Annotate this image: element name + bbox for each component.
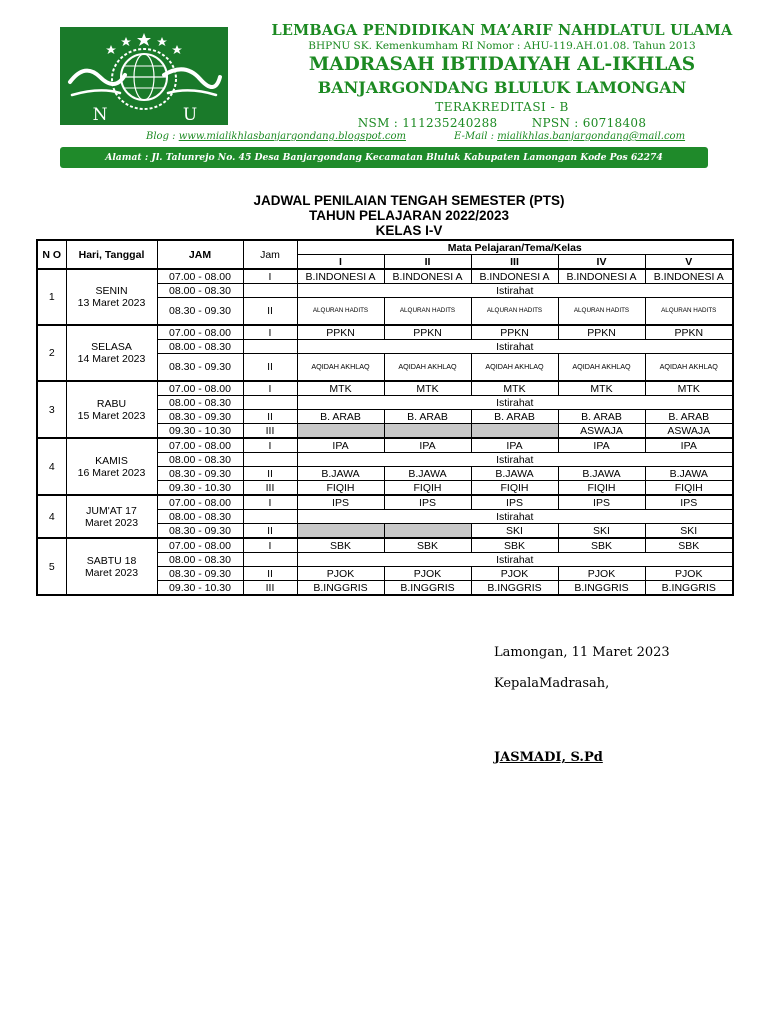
subject-cell: B.INGGRIS — [471, 581, 558, 596]
subject-cell: AQIDAH AKHLAQ — [558, 354, 645, 382]
session-cell — [243, 510, 297, 524]
session-cell — [243, 453, 297, 467]
session-cell: II — [243, 467, 297, 481]
blog-link[interactable]: www.mialikhlasbanjargondang.blogspot.com — [178, 131, 406, 142]
subject-cell: ALQURAN HADITS — [384, 298, 471, 326]
time-cell: 08.30 - 09.30 — [157, 524, 243, 539]
day-name: SABTU 18 — [86, 554, 137, 567]
subject-cell: IPS — [645, 495, 733, 510]
table-header-row — [37, 240, 733, 255]
subject-cell: ALQURAN HADITS — [297, 298, 384, 326]
legal-registration: BHPNU SK. Kemenkumham RI Nomor : AHU-119.AH.01.08. Tahun 2013 — [308, 40, 696, 52]
accreditation: TERAKREDITASI - B — [435, 100, 569, 114]
session-cell: II — [243, 567, 297, 581]
subject-cell: PJOK — [297, 567, 384, 581]
session-cell — [243, 396, 297, 410]
subject-cell: AQIDAH AKHLAQ — [297, 354, 384, 382]
header-class-1: I — [297, 255, 384, 270]
signature-role: KepalaMadrasah, — [494, 676, 610, 691]
header-class-2: II — [384, 255, 471, 270]
subject-cell: B.INGGRIS — [558, 581, 645, 596]
subject-cell: MTK — [384, 381, 471, 396]
subject-cell: IPS — [384, 495, 471, 510]
time-cell: 09.30 - 10.30 — [157, 581, 243, 596]
subject-cell: B.JAWA — [645, 467, 733, 481]
break-cell: Istirahat — [297, 340, 733, 354]
header-no: N O — [37, 240, 66, 269]
subject-cell: B. ARAB — [384, 410, 471, 424]
subject-cell: PJOK — [471, 567, 558, 581]
subject-cell: PJOK — [558, 567, 645, 581]
subject-cell — [297, 524, 384, 539]
subject-cell: PJOK — [384, 567, 471, 581]
session-cell: I — [243, 495, 297, 510]
session-cell: III — [243, 581, 297, 596]
institution-name: LEMBAGA PENDIDIKAN MA’ARIF NAHDLATUL ULAMA — [271, 22, 733, 39]
session-cell: II — [243, 298, 297, 326]
subject-cell — [384, 524, 471, 539]
header-class-3: III — [471, 255, 558, 270]
subject-cell: B. ARAB — [558, 410, 645, 424]
day-date-cell — [66, 495, 157, 538]
session-cell: I — [243, 538, 297, 553]
time-cell: 08.30 - 09.30 — [157, 467, 243, 481]
time-cell: 08.00 - 08.30 — [157, 553, 243, 567]
exam-schedule-table — [36, 239, 734, 596]
subject-cell: SKI — [558, 524, 645, 539]
row-number: 4 — [37, 495, 66, 538]
break-cell: Istirahat — [297, 510, 733, 524]
header-day: Hari, Tanggal — [66, 240, 157, 269]
time-cell: 08.30 - 09.30 — [157, 410, 243, 424]
exam-date: 13 Maret 2023 — [77, 297, 146, 309]
exam-date: Maret 2023 — [84, 566, 139, 579]
header-subjects: Mata Pelajaran/Tema/Kelas — [297, 240, 733, 255]
subject-cell — [384, 424, 471, 439]
exam-date: 16 Maret 2023 — [77, 466, 146, 479]
blog-label: Blog : — [146, 131, 179, 142]
table-row — [37, 495, 733, 510]
day-date-cell — [66, 538, 157, 595]
subject-cell — [297, 424, 384, 439]
academic-year: TAHUN PELAJARAN 2022/2023 — [308, 208, 510, 223]
table-row — [37, 269, 733, 284]
signature-name: JASMADI, S.Pd — [494, 750, 603, 765]
row-number: 5 — [37, 538, 66, 595]
table-row — [37, 325, 733, 340]
email-link[interactable]: mialikhlas.banjargondang@mail.com — [497, 131, 686, 142]
row-number: 3 — [37, 381, 66, 438]
globe-emblem-icon — [60, 27, 228, 125]
time-cell: 07.00 - 08.00 — [157, 495, 243, 510]
time-cell: 07.00 - 08.00 — [157, 269, 243, 284]
school-location: BANJARGONDANG BLULUK LAMONGAN — [317, 78, 687, 97]
time-cell: 07.00 - 08.00 — [157, 438, 243, 453]
exam-date: 15 Maret 2023 — [77, 409, 146, 422]
subject-cell: SBK — [471, 538, 558, 553]
header-class-4: IV — [558, 255, 645, 270]
subject-cell: B.INGGRIS — [384, 581, 471, 596]
day-name: RABU — [96, 397, 127, 410]
table-row — [37, 381, 733, 396]
subject-cell: B.INDONESI A — [471, 269, 558, 284]
subject-cell: ASWAJA — [645, 424, 733, 439]
subject-cell: IPS — [558, 495, 645, 510]
subject-cell: AQIDAH AKHLAQ — [384, 354, 471, 382]
signature-place-date: Lamongan, 11 Maret 2023 — [494, 645, 670, 660]
subject-cell: B.INDONESI A — [297, 269, 384, 284]
subject-cell: B.INGGRIS — [297, 581, 384, 596]
time-cell: 08.30 - 09.30 — [157, 567, 243, 581]
subject-cell: PPKN — [558, 325, 645, 340]
subject-cell: PPKN — [384, 325, 471, 340]
day-date-cell — [66, 438, 157, 495]
time-cell: 08.00 - 08.30 — [157, 340, 243, 354]
break-cell: Istirahat — [297, 553, 733, 567]
subject-cell: B.JAWA — [384, 467, 471, 481]
npsn-number: NPSN : 60718408 — [531, 116, 647, 130]
subject-cell: FIQIH — [471, 481, 558, 496]
subject-cell: AQIDAH AKHLAQ — [645, 354, 733, 382]
time-cell: 09.30 - 10.30 — [157, 424, 243, 439]
logo-letter-n: N — [92, 105, 108, 125]
subject-cell: B.INDONESI A — [558, 269, 645, 284]
subject-cell: MTK — [645, 381, 733, 396]
time-cell: 09.30 - 10.30 — [157, 481, 243, 496]
subject-cell: IPA — [645, 438, 733, 453]
day-name: KAMIS — [95, 454, 128, 467]
session-cell: II — [243, 354, 297, 382]
subject-cell: SBK — [384, 538, 471, 553]
subject-cell: MTK — [558, 381, 645, 396]
break-cell: Istirahat — [297, 453, 733, 467]
break-cell: Istirahat — [297, 396, 733, 410]
time-cell: 08.00 - 08.30 — [157, 396, 243, 410]
subject-cell: AQIDAH AKHLAQ — [471, 354, 558, 382]
school-name: MADRASAH IBTIDAIYAH AL-IKHLAS — [308, 54, 696, 75]
subject-cell: B.INGGRIS — [645, 581, 733, 596]
time-cell: 07.00 - 08.00 — [157, 381, 243, 396]
subject-cell: PPKN — [297, 325, 384, 340]
email-info — [454, 131, 685, 142]
day-date-cell — [66, 325, 157, 381]
session-cell — [243, 553, 297, 567]
session-cell: I — [243, 438, 297, 453]
session-cell — [243, 340, 297, 354]
row-number: 4 — [37, 438, 66, 495]
subject-cell: ASWAJA — [558, 424, 645, 439]
blog-info — [146, 131, 406, 142]
exam-date: Maret 2023 — [84, 516, 139, 529]
document-title: JADWAL PENILAIAN TENGAH SEMESTER (PTS) — [253, 193, 565, 208]
subject-cell: B. ARAB — [645, 410, 733, 424]
subject-cell: B.INDONESI A — [645, 269, 733, 284]
subject-cell: B. ARAB — [471, 410, 558, 424]
subject-cell: IPA — [297, 438, 384, 453]
subject-cell: B.JAWA — [297, 467, 384, 481]
row-number: 2 — [37, 325, 66, 381]
session-cell: II — [243, 524, 297, 539]
day-date-cell — [66, 269, 157, 325]
header-time: JAM — [157, 240, 243, 269]
header-class-5: V — [645, 255, 733, 270]
header-session: Jam — [243, 240, 297, 269]
subject-cell: SBK — [645, 538, 733, 553]
address-bar: Alamat : Jl. Talunrejo No. 45 Desa Banjargondang Kecamatan Bluluk Kabupaten Lamongan Kode Pos 62274 — [60, 147, 708, 168]
subject-cell: ALQURAN HADITS — [471, 298, 558, 326]
time-cell: 08.30 - 09.30 — [157, 354, 243, 382]
nu-logo — [60, 27, 228, 125]
subject-cell: PJOK — [645, 567, 733, 581]
session-cell: I — [243, 325, 297, 340]
subject-cell: SKI — [471, 524, 558, 539]
subject-cell: IPS — [297, 495, 384, 510]
subject-cell: FIQIH — [297, 481, 384, 496]
subject-cell: FIQIH — [645, 481, 733, 496]
time-cell: 08.00 - 08.30 — [157, 284, 243, 298]
time-cell: 08.30 - 09.30 — [157, 298, 243, 326]
break-cell: Istirahat — [297, 284, 733, 298]
row-number: 1 — [37, 269, 66, 325]
subject-cell: B.JAWA — [558, 467, 645, 481]
day-name: SENIN — [95, 285, 128, 297]
exam-date: 14 Maret 2023 — [77, 353, 146, 365]
email-label: E-Mail : — [454, 131, 498, 142]
table-row — [37, 538, 733, 553]
day-name: SELASA — [91, 341, 132, 353]
subject-cell: SKI — [645, 524, 733, 539]
session-cell: III — [243, 481, 297, 496]
subject-cell: B.JAWA — [471, 467, 558, 481]
session-cell: II — [243, 410, 297, 424]
time-cell: 07.00 - 08.00 — [157, 325, 243, 340]
subject-cell: IPA — [558, 438, 645, 453]
subject-cell: PPKN — [645, 325, 733, 340]
subject-cell: MTK — [471, 381, 558, 396]
subject-cell: ALQURAN HADITS — [558, 298, 645, 326]
subject-cell: SBK — [558, 538, 645, 553]
day-name: JUM'AT 17 — [86, 504, 137, 517]
subject-cell — [471, 424, 558, 439]
subject-cell: B. ARAB — [297, 410, 384, 424]
subject-cell: PPKN — [471, 325, 558, 340]
subject-cell: SBK — [297, 538, 384, 553]
subject-cell: FIQIH — [384, 481, 471, 496]
session-cell — [243, 284, 297, 298]
time-cell: 08.00 - 08.30 — [157, 453, 243, 467]
session-cell: III — [243, 424, 297, 439]
logo-letter-u: U — [182, 105, 198, 125]
class-range: KELAS I-V — [375, 223, 443, 238]
subject-cell: FIQIH — [558, 481, 645, 496]
subject-cell: IPS — [471, 495, 558, 510]
subject-cell: IPA — [471, 438, 558, 453]
session-cell: I — [243, 381, 297, 396]
school-ids — [232, 116, 768, 130]
subject-cell: MTK — [297, 381, 384, 396]
day-date-cell — [66, 381, 157, 438]
session-cell: I — [243, 269, 297, 284]
subject-cell: ALQURAN HADITS — [645, 298, 733, 326]
time-cell: 07.00 - 08.00 — [157, 538, 243, 553]
subject-cell: IPA — [384, 438, 471, 453]
subject-cell: B.INDONESI A — [384, 269, 471, 284]
nsm-number: NSM : 111235240288 — [357, 116, 498, 130]
time-cell: 08.00 - 08.30 — [157, 510, 243, 524]
table-row — [37, 438, 733, 453]
